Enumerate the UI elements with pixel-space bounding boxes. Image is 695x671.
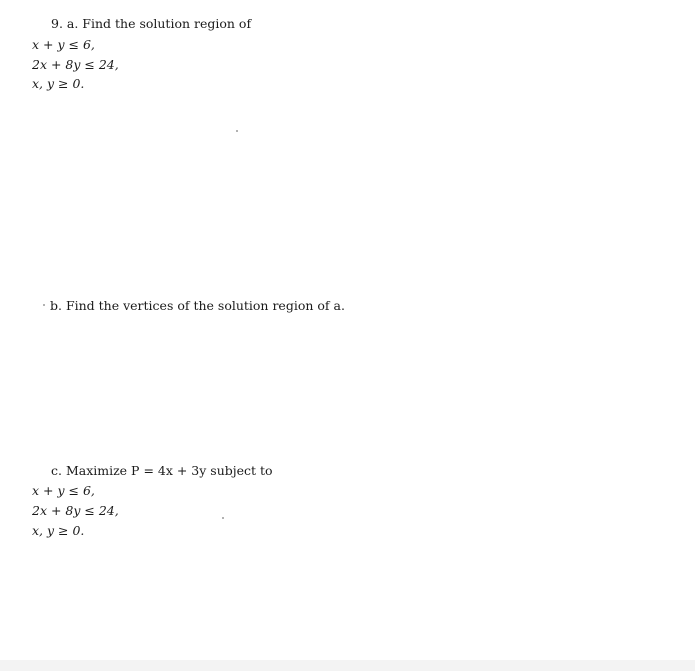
- problem-c-heading: c. Maximize P = 4x + 3y subject to: [51, 463, 273, 478]
- scan-speck: [43, 304, 45, 306]
- problem-a-heading: 9. a. Find the solution region of: [51, 16, 252, 31]
- problem-a-constraint-1: x + y ≤ 6,: [32, 37, 95, 52]
- scan-speck: [222, 517, 224, 519]
- problem-c-constraint-2: 2x + 8y ≤ 24,: [32, 503, 119, 518]
- problem-b-heading: b. Find the vertices of the solution region of a.: [50, 298, 345, 313]
- problem-a-constraint-3: x, y ≥ 0.: [32, 76, 85, 91]
- problem-a-constraint-2: 2x + 8y ≤ 24,: [32, 57, 119, 72]
- problem-c-constraint-3: x, y ≥ 0.: [32, 523, 85, 538]
- page-bottom-edge: [0, 660, 695, 671]
- scan-speck: [236, 130, 238, 132]
- problem-c-constraint-1: x + y ≤ 6,: [32, 483, 95, 498]
